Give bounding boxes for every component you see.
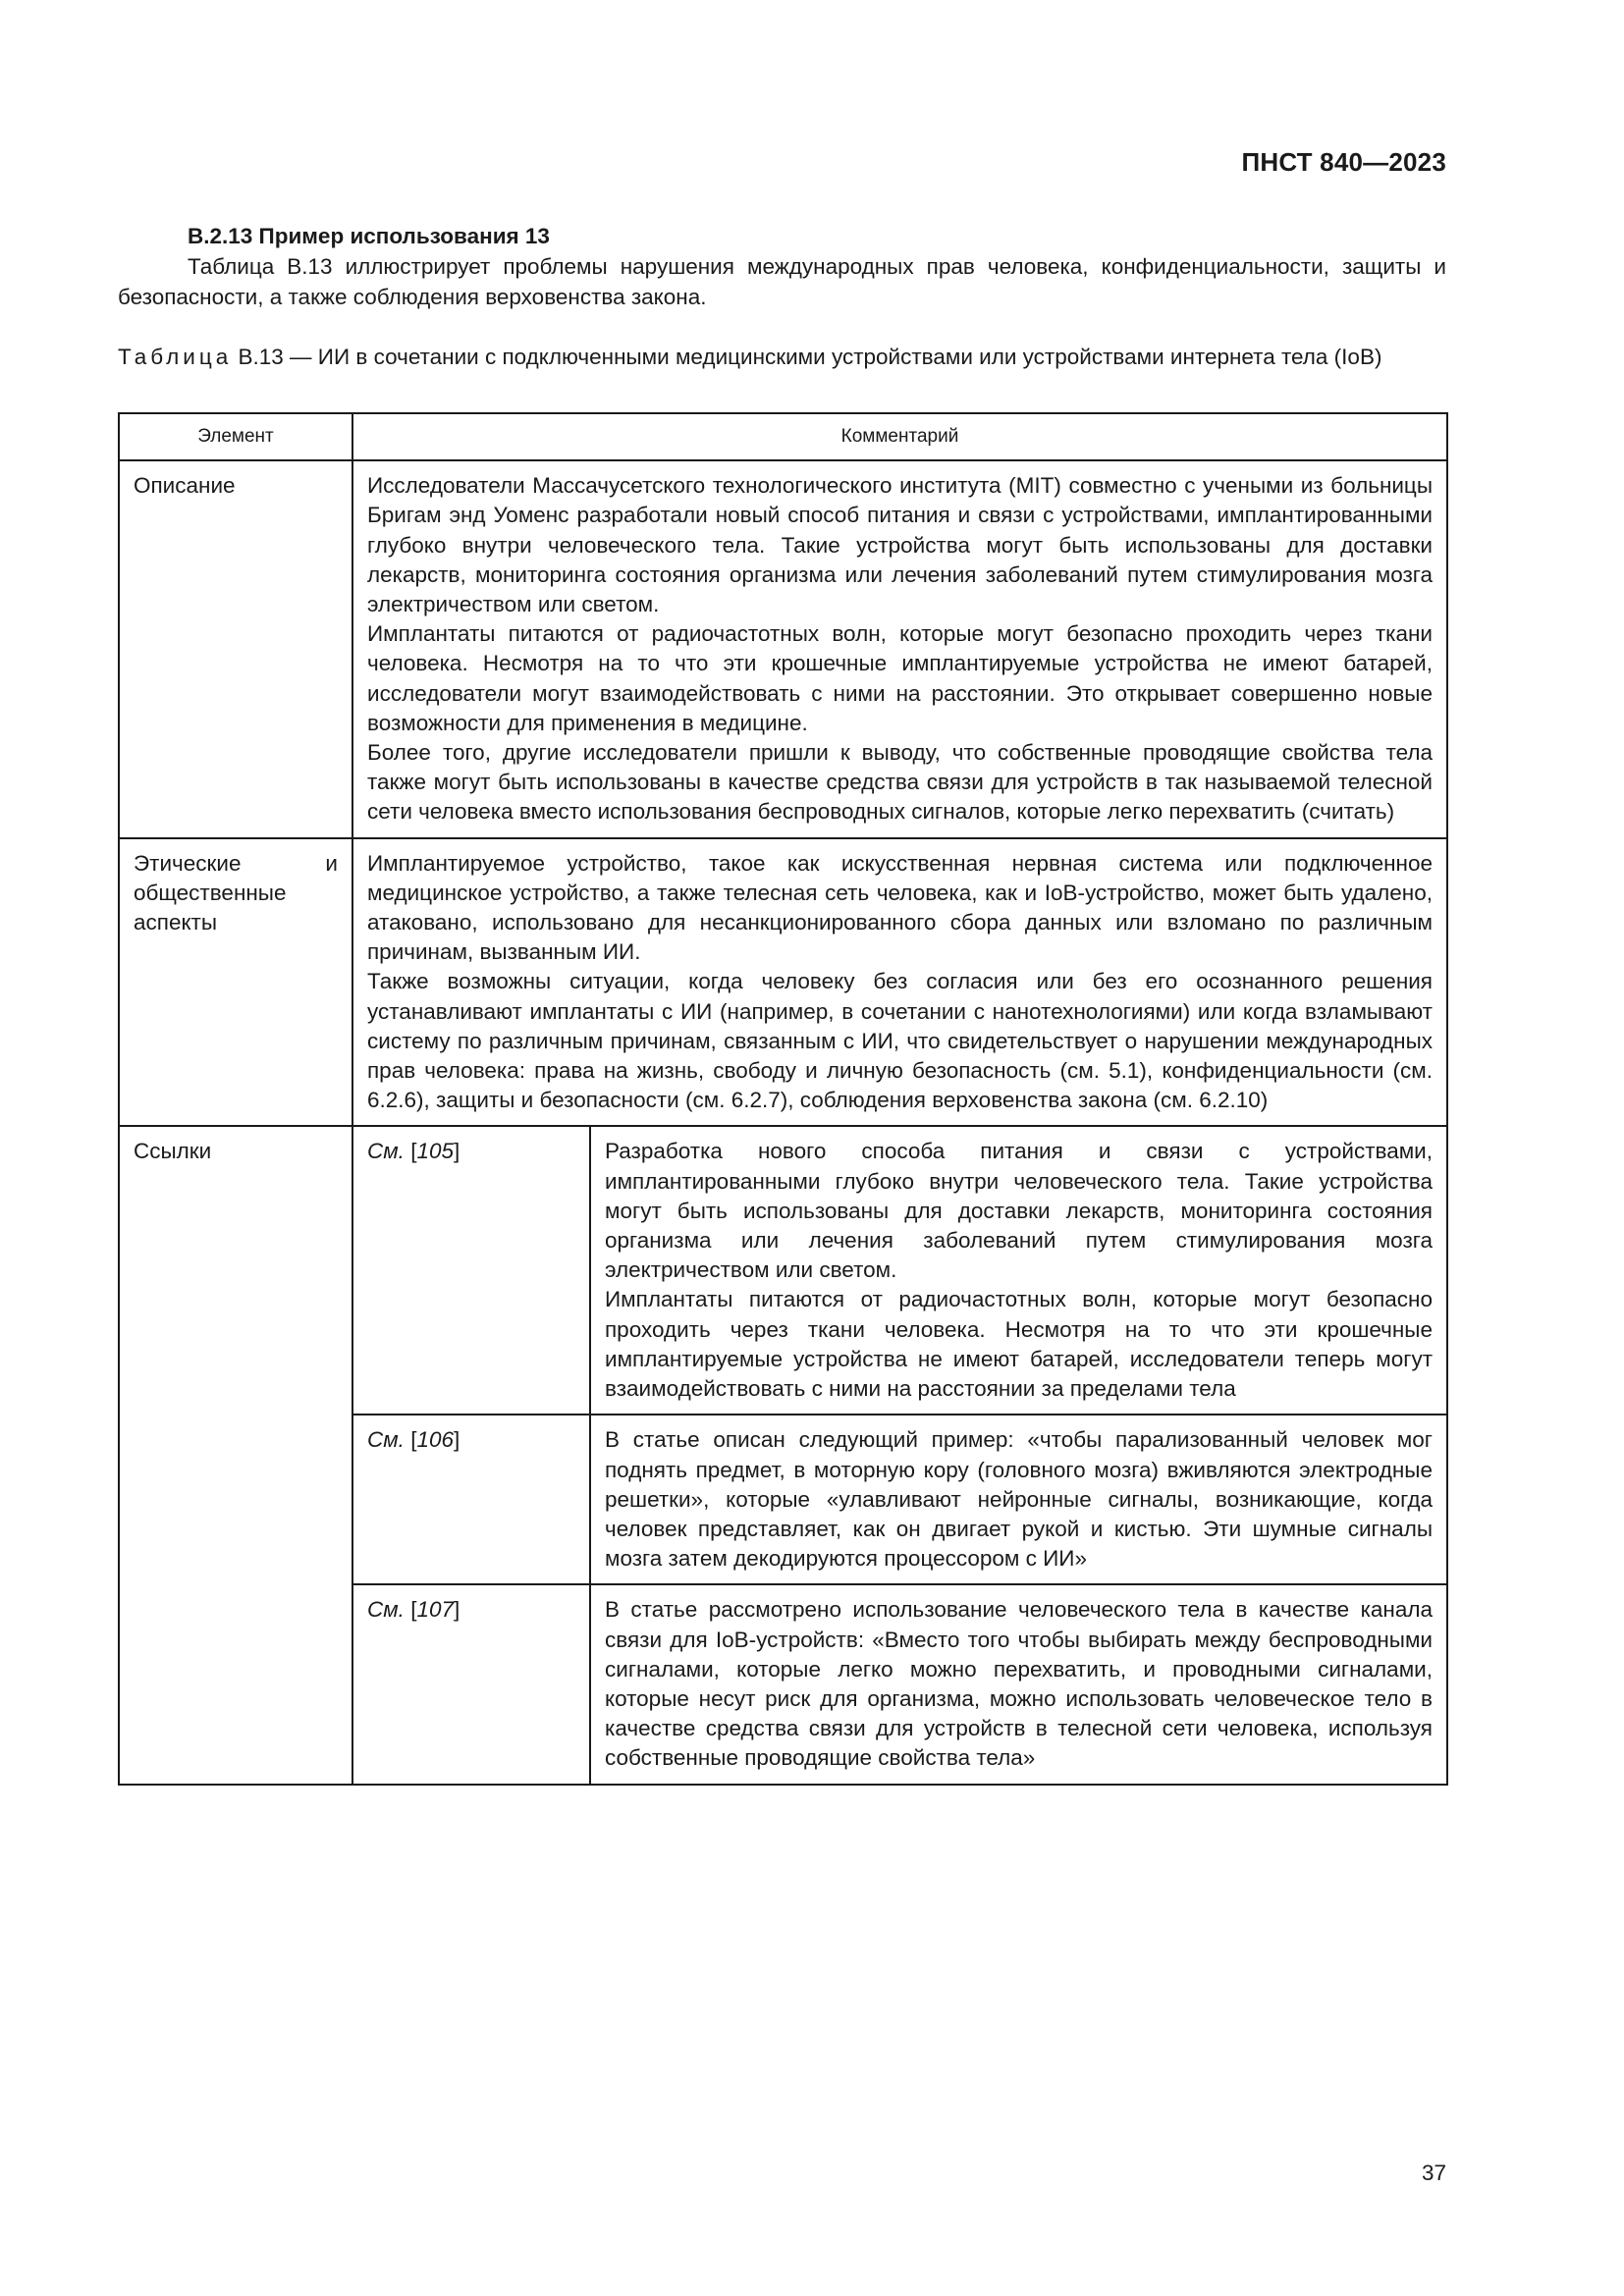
- page-number: 37: [1421, 2161, 1446, 2185]
- ethics-paragraph-1: Имплантируемое устройство, такое как искусственная нервная система или подключенное медицинское устройство, а также телесная сеть человека, как и IoB-устройство, может быть удалено, атаковано, использовано для несанкционированного сбора данных или взломано по различным причинам, вызванным ИИ.: [367, 850, 1433, 965]
- description-label-cell: [119, 460, 352, 837]
- ethics-text-cell: [352, 838, 1447, 1127]
- reference-see: См.: [367, 1427, 405, 1453]
- table-row-description: [119, 460, 1447, 837]
- references-label-cell: [119, 1126, 352, 1784]
- reference-106-paragraph-1: В статье описан следующий пример: «чтобы парализованный человек мог поднять предмет, в моторную кору (головного мозга) вживляются электродные решетки», которые «улавливают нейронные сигналы, возникающие, когда человек представляет, как он двигает рукой и кистью. Эти шумные сигналы мозга затем декодируются процессором с ИИ»: [605, 1427, 1433, 1572]
- reference-cite-107: См. [107]: [352, 1584, 590, 1784]
- reference-see: См.: [367, 1597, 405, 1623]
- reference-see: См.: [367, 1139, 405, 1164]
- reference-107-paragraph-1: В статье рассмотрено использование человеческого тела в качестве канала связи для IoB-устройств: «Вместо того чтобы выбирать между беспроводными сигналами, которые легко можно перехватить, и проводными сигналами, которые несут риск для организма, можно использовать человеческое тело в качестве средства связи для устройств в телесной сети человека, используя собственные проводящие свойства тела»: [605, 1597, 1433, 1771]
- references-label: Ссылки: [134, 1139, 212, 1164]
- reference-cite-105: См. [105]: [352, 1126, 590, 1415]
- reference-number: 105: [416, 1139, 454, 1164]
- table-row-ethics: [119, 838, 1447, 1127]
- description-text-cell: [352, 460, 1447, 837]
- section-block: [118, 221, 1446, 312]
- ethics-label: Этические и общественные аспекты: [134, 850, 338, 935]
- reference-text-107: [590, 1584, 1447, 1784]
- reference-text-106: [590, 1415, 1447, 1584]
- ethics-label-cell: [119, 838, 352, 1127]
- section-intro: Таблица В.13 иллюстрирует проблемы нарушения международных прав человека, конфиденциальности, защиты и безопасности, а также соблюдения верховенства закона.: [118, 254, 1446, 309]
- header-element: Элемент: [119, 413, 352, 460]
- table-row-reference-105: [119, 1126, 1447, 1415]
- header-comment: Комментарий: [352, 413, 1447, 460]
- table-caption: [118, 342, 1446, 372]
- reference-text-105: [590, 1126, 1447, 1415]
- table-caption-text: В.13 — ИИ в сочетании с подключенными медицинскими устройствами или устройствами интернета тела (IoB): [232, 345, 1382, 369]
- description-label: Описание: [134, 473, 236, 499]
- description-paragraph-2: Имплантаты питаются от радиочастотных волн, которые могут безопасно проходить через ткани человека. Несмотря на то что эти крошечные имплантируемые устройства не имеют батарей, исследователи могут взаимодействовать с ними на расстоянии. Это открывает совершенно новые возможности для применения в медицине.: [367, 621, 1433, 735]
- description-paragraph-3: Более того, другие исследователи пришли к выводу, что собственные проводящие свойства тела также могут быть использованы в качестве средства связи для устройств в так называемой телесной сети человека вместо использования беспроводных сигналов, которые легко перехватить (считать): [367, 740, 1433, 825]
- table-caption-label: Таблица: [118, 345, 233, 369]
- description-paragraph-1: Исследователи Массачусетского технологического института (MIT) совместно с учеными из больницы Бригам энд Уоменс разработали новый способ питания и связи с устройствами, имплантированными глубоко внутри человеческого тела. Такие устройства могут быть использованы для доставки лекарств, мониторинга состояния организма или лечения заболеваний путем стимулирования мозга электричеством или светом.: [367, 473, 1433, 617]
- reference-cite-106: См. [106]: [352, 1415, 590, 1584]
- reference-105-paragraph-1: Разработка нового способа питания и связи с устройствами, имплантированными глубоко внутри человеческого тела. Такие устройства могут быть использованы для доставки лекарств, мониторинга состояния организма или лечения заболеваний путем стимулирования мозга электричеством или светом.: [605, 1139, 1433, 1283]
- use-case-table: [118, 412, 1448, 1786]
- ethics-paragraph-2: Также возможны ситуации, когда человеку без согласия или без его осознанного решения устанавливают имплантаты с ИИ (например, в сочетании с нанотехнологиями) или когда взламывают систему по различным причинам, связанным с ИИ, что свидетельствует о нарушении международных прав человека: права на жизнь, свободу и личную безопасность (см. 5.1), конфиденциальности (см. 6.2.6), защиты и безопасности (см. 6.2.7), соблюдения верховенства закона (см. 6.2.10): [367, 969, 1433, 1113]
- reference-105-paragraph-2: Имплантаты питаются от радиочастотных волн, которые могут безопасно проходить через ткани человека. Несмотря на то что эти крошечные имплантируемые устройства не имеют батарей, исследователи теперь могут взаимодействовать с ними на расстоянии за пределами тела: [605, 1287, 1433, 1402]
- document-code: ПНСТ 840—2023: [1241, 147, 1446, 177]
- section-title: В.2.13 Пример использования 13: [188, 224, 550, 248]
- reference-number: 106: [416, 1427, 454, 1453]
- table-header-row: [119, 413, 1447, 460]
- reference-number: 107: [416, 1597, 454, 1623]
